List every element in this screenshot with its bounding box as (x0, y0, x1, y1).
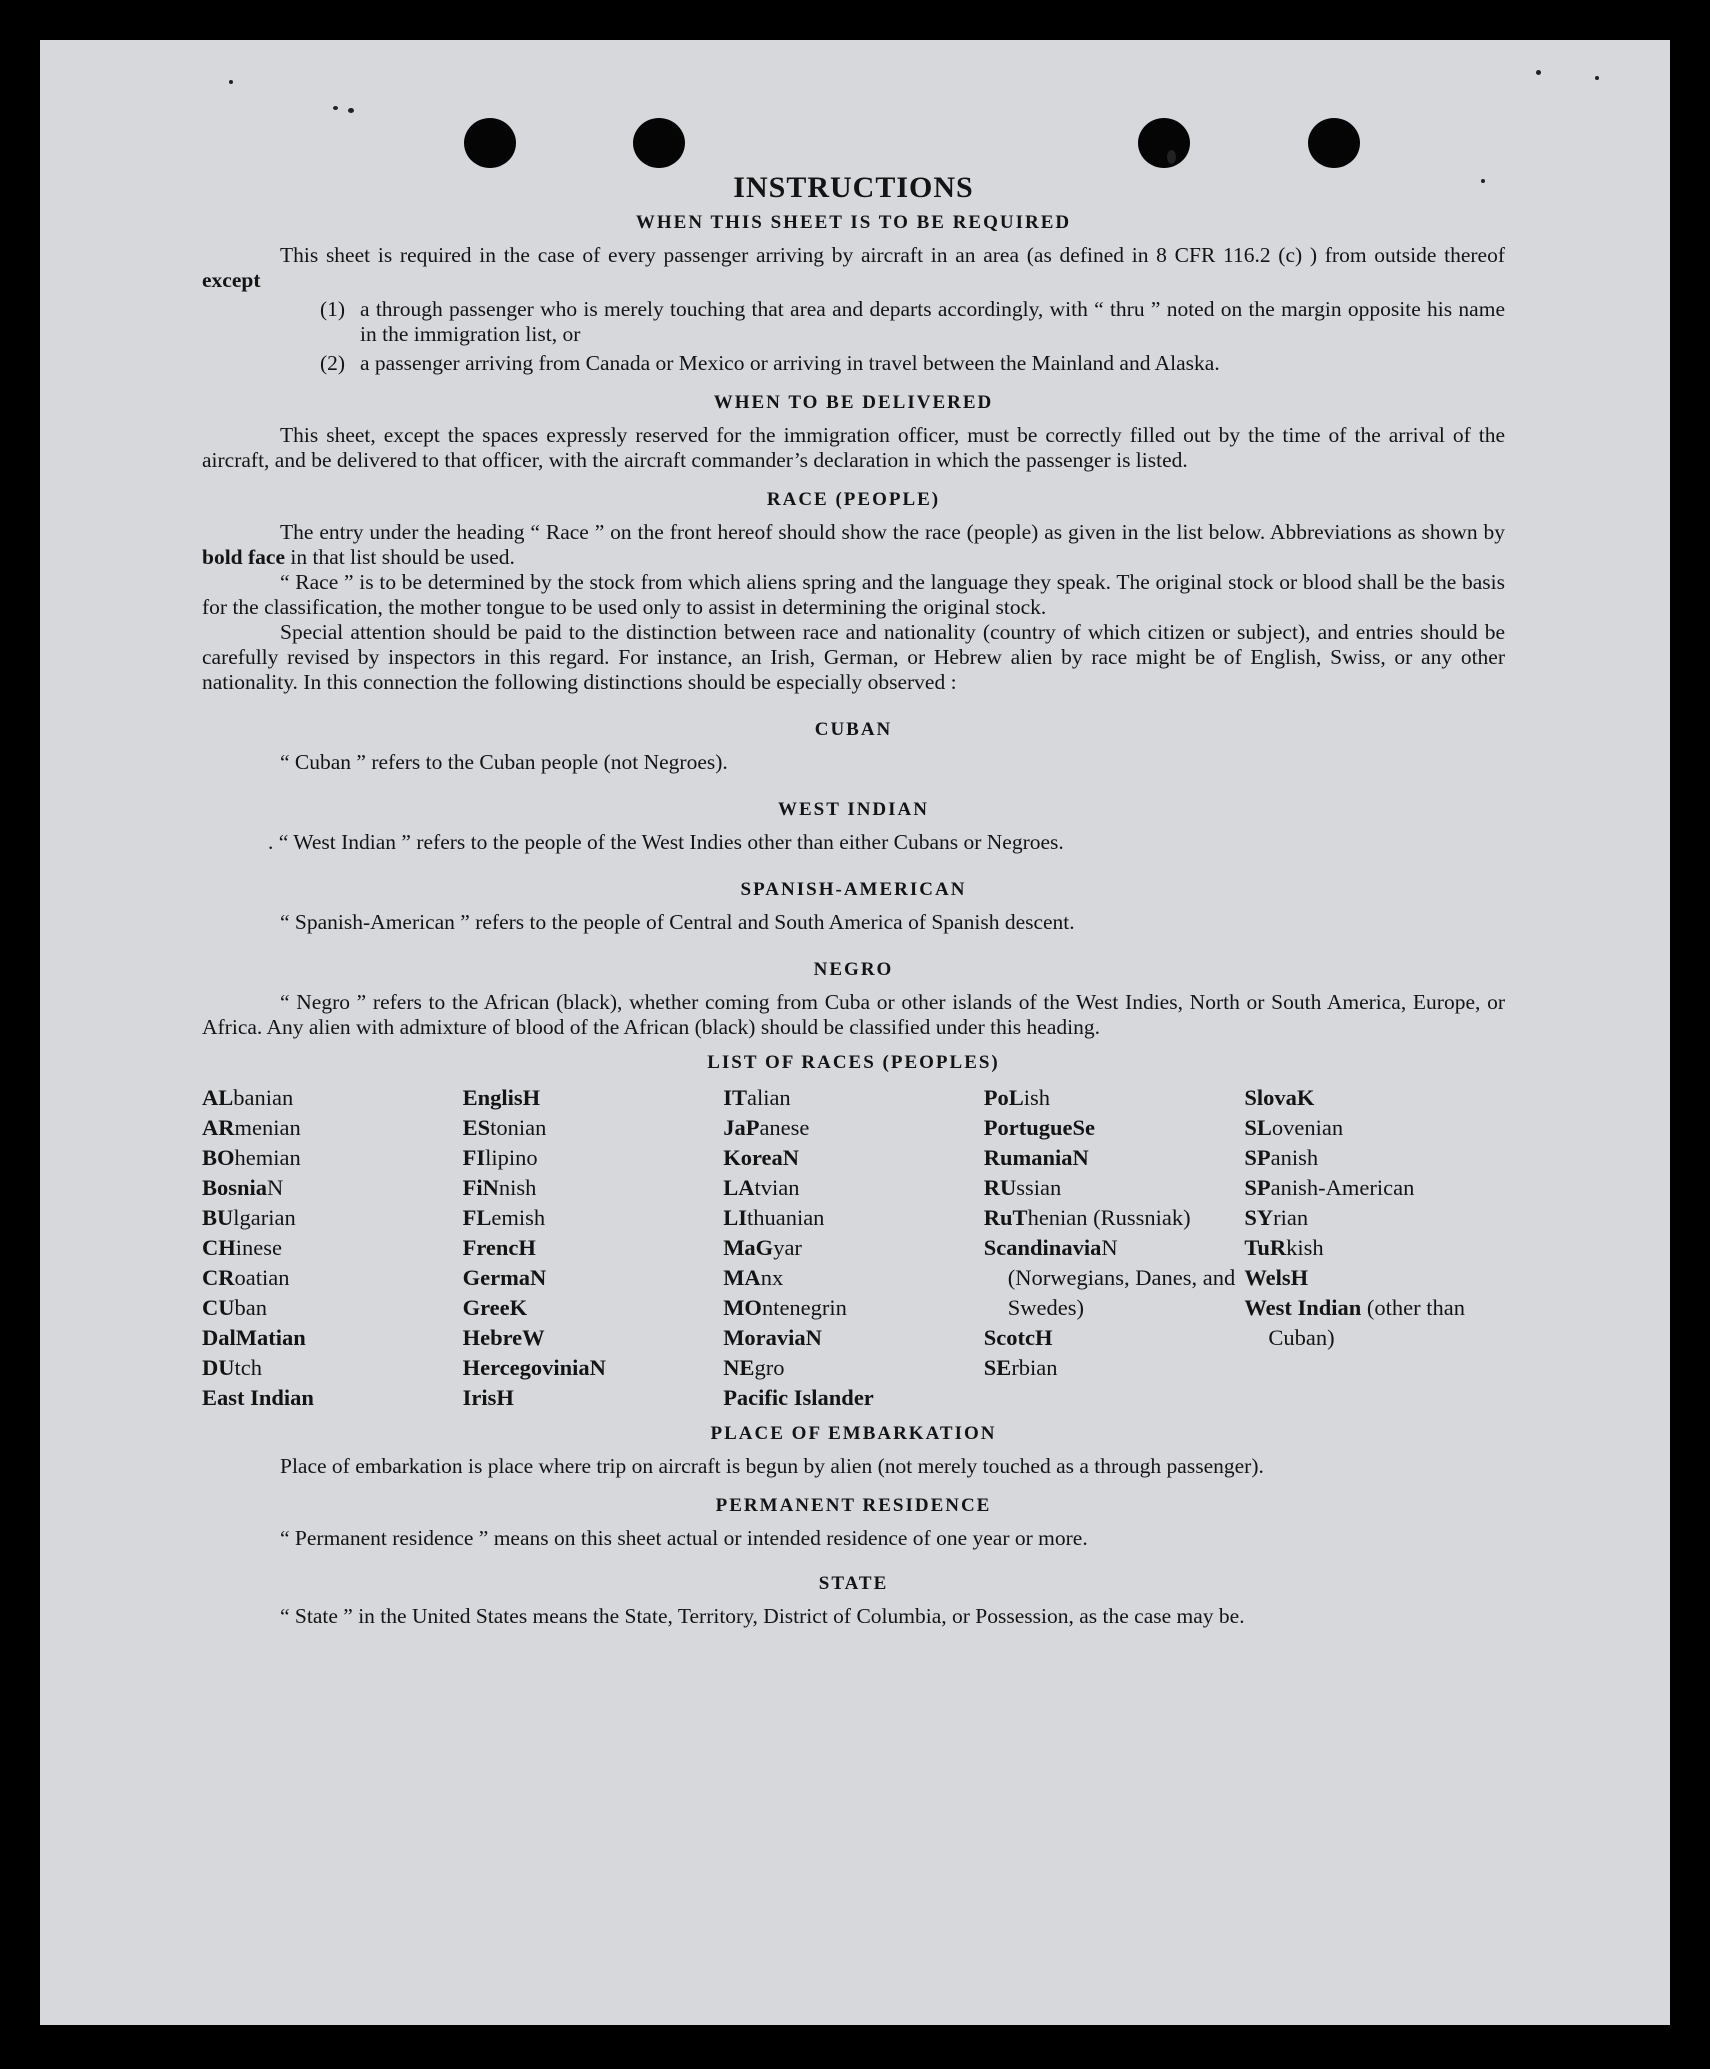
text: The entry under the heading “ Race ” on the front hereof should show the race (people) as given in the list below. Abbreviations as shown by (280, 520, 1505, 544)
paragraph-delivered: This sheet, except the spaces expressly reserved for the immigration officer, must be correctly filled out by the time of the arrival of the aircraft, and be delivered to that officer, with the aircraft commander’s declaration in which the passenger is listed. (202, 423, 1505, 472)
paragraph-required (202, 243, 1505, 293)
races-list (202, 1083, 1505, 1413)
paragraph-state: “ State ” in the United States means the State, Territory, District of Columbia, or Possession, as the case may be. (280, 1604, 1245, 1628)
race-item: FrencH (462, 1235, 536, 1260)
item-text: a passenger arriving from Canada or Mexico or arriving in travel between the Mainland and Alaska. (360, 351, 1220, 375)
dust-speck (1167, 150, 1176, 164)
text: This sheet is required in the case of every passenger arriving by aircraft in an area (as defined in 8 CFR 116.2 (c) ) from outside thereof (280, 243, 1505, 267)
text: in that list should be used. (290, 545, 515, 569)
race-item: LIthuanian (723, 1205, 825, 1230)
race-item: SPanish (1244, 1145, 1319, 1170)
race-item: MoraviaN (723, 1325, 822, 1350)
race-item: PortugueSe (983, 1115, 1096, 1140)
paragraph-race-2: “ Race ” is to be determined by the stock from which aliens spring and the language they speak. The original stock or blood shall be the basis for the classification, the mother tongue to be used only to assist in determining the original stock. (202, 570, 1505, 619)
list-item (202, 351, 1505, 376)
section-heading-cuban: CUBAN (814, 719, 893, 740)
race-item: RuThenian (Russniak) (983, 1205, 1191, 1230)
race-item: MAnx (723, 1265, 784, 1290)
race-item: TuRkish (1244, 1235, 1324, 1260)
race-item: EStonian (462, 1115, 547, 1140)
race-item: KoreaN (723, 1145, 800, 1170)
list-item (202, 297, 1505, 347)
paragraph-cuban: “ Cuban ” refers to the Cuban people (not Negroes). (280, 750, 728, 774)
paragraph-negro: “ Negro ” refers to the African (black), whether coming from Cuba or other islands of the West Indies, North or South America, Europe, or Africa. Any alien with admixture of blood of the African (black) should be classified under this heading. (202, 990, 1505, 1039)
races-column (463, 1083, 724, 1413)
race-item: SErbian (983, 1355, 1058, 1380)
paragraph-embarkation: Place of embarkation is place where trip on aircraft is begun by alien (not merely touched as a through passenger). (280, 1454, 1264, 1478)
race-item: BUlgarian (202, 1205, 296, 1230)
race-item: CHinese (202, 1235, 282, 1260)
paragraph-residence: “ Permanent residence ” means on this sheet actual or intended residence of one year or more. (280, 1526, 1088, 1550)
section-heading-residence: PERMANENT RESIDENCE (715, 1495, 992, 1516)
page-title: INSTRUCTIONS (733, 171, 974, 204)
dust-speck (1536, 70, 1541, 75)
race-item: SYrian (1244, 1205, 1309, 1230)
race-item: BOhemian (202, 1145, 301, 1170)
item-number: (1) (320, 297, 346, 321)
races-column (1244, 1083, 1505, 1413)
section-heading-required: WHEN THIS SHEET IS TO BE REQUIRED (635, 212, 1072, 233)
bold-text: bold face (202, 545, 286, 569)
race-item: LAtvian (723, 1175, 800, 1200)
race-item: SLovenian (1244, 1115, 1344, 1140)
item-number: (2) (320, 351, 346, 375)
race-item: SPanish-American (1244, 1175, 1415, 1200)
race-item: EnglisH (462, 1085, 541, 1110)
section-heading-state: STATE (818, 1573, 889, 1594)
race-item: ITalian (723, 1085, 791, 1110)
section-heading-spanish-american: SPANISH-AMERICAN (740, 879, 967, 900)
dust-speck (348, 108, 354, 113)
race-item: FLemish (462, 1205, 546, 1230)
section-heading-delivered: WHEN TO BE DELIVERED (713, 392, 994, 413)
race-item: BosniaN (202, 1175, 284, 1200)
race-item: RUssian (983, 1175, 1062, 1200)
race-item: PoLish (983, 1085, 1051, 1110)
item-text: a through passenger who is merely touching that area and departs accordingly, with “ thru ” noted on the margin opposite his name in the immigration list, or (360, 297, 1505, 346)
race-item: CRoatian (202, 1265, 290, 1290)
paragraph-race-3: Special attention should be paid to the distinction between race and nationality (country of which citizen or subject), and entries should be carefully revised by inspectors in this regard. For instance, an Irish, German, or Hebrew alien by race might be of English, Swiss, or any other nationality. In this connection the following distinctions should be especially observed : (202, 620, 1505, 694)
race-item: NEgro (723, 1355, 785, 1380)
race-item: WelsH (1244, 1265, 1309, 1290)
punch-hole (1138, 118, 1190, 168)
race-item: ScotcH (983, 1325, 1053, 1350)
race-item: MOntenegrin (723, 1295, 847, 1320)
race-item: FiNnish (462, 1175, 537, 1200)
races-column (202, 1083, 463, 1413)
race-item: West Indian (other than Cuban) (1244, 1295, 1466, 1350)
races-column (984, 1083, 1245, 1413)
race-item: ARmenian (202, 1115, 301, 1140)
race-item: GermaN (462, 1265, 547, 1290)
race-item: MaGyar (723, 1235, 802, 1260)
race-item: HercegoviniaN (462, 1355, 606, 1380)
race-item: HebreW (462, 1325, 545, 1350)
punch-hole (1308, 118, 1360, 168)
race-item: CUban (202, 1295, 267, 1320)
paragraph-race-1 (202, 520, 1505, 570)
race-item: DalMatian (202, 1325, 306, 1350)
section-heading-negro: NEGRO (813, 959, 894, 980)
race-item: GreeK (462, 1295, 528, 1320)
race-item: East Indian (202, 1385, 314, 1410)
punch-hole (633, 118, 685, 168)
race-item: RumaniaN (983, 1145, 1089, 1170)
race-item: SlovaK (1244, 1085, 1315, 1110)
instructions-content (202, 170, 1505, 1629)
race-item: FIlipino (462, 1145, 538, 1170)
section-heading-west-indian: WEST INDIAN (778, 799, 929, 820)
races-column (723, 1083, 984, 1413)
section-heading-embarkation: PLACE OF EMBARKATION (710, 1423, 997, 1444)
race-item: ALbanian (202, 1085, 294, 1110)
paragraph-spanish-american: “ Spanish-American ” refers to the people of Central and South America of Spanish descent. (280, 910, 1075, 934)
race-item: Pacific Islander (723, 1385, 874, 1410)
section-heading-race: RACE (PEOPLE) (766, 489, 941, 510)
race-item: JaPanese (723, 1115, 810, 1140)
race-item: DUtch (202, 1355, 262, 1380)
punch-hole (464, 118, 516, 168)
bold-text: except (202, 268, 261, 292)
dust-speck (1595, 76, 1599, 80)
dust-speck (229, 80, 233, 84)
section-heading-list-of-races: LIST OF RACES (PEOPLES) (707, 1052, 1000, 1073)
paragraph-west-indian: . “ West Indian ” refers to the people of the West Indies other than either Cubans or Negroes. (268, 830, 1064, 854)
race-item: ScandinaviaN (Norwegians, Danes, and Swedes) (983, 1235, 1236, 1320)
dust-speck (333, 106, 338, 110)
race-item: IrisH (462, 1385, 514, 1410)
